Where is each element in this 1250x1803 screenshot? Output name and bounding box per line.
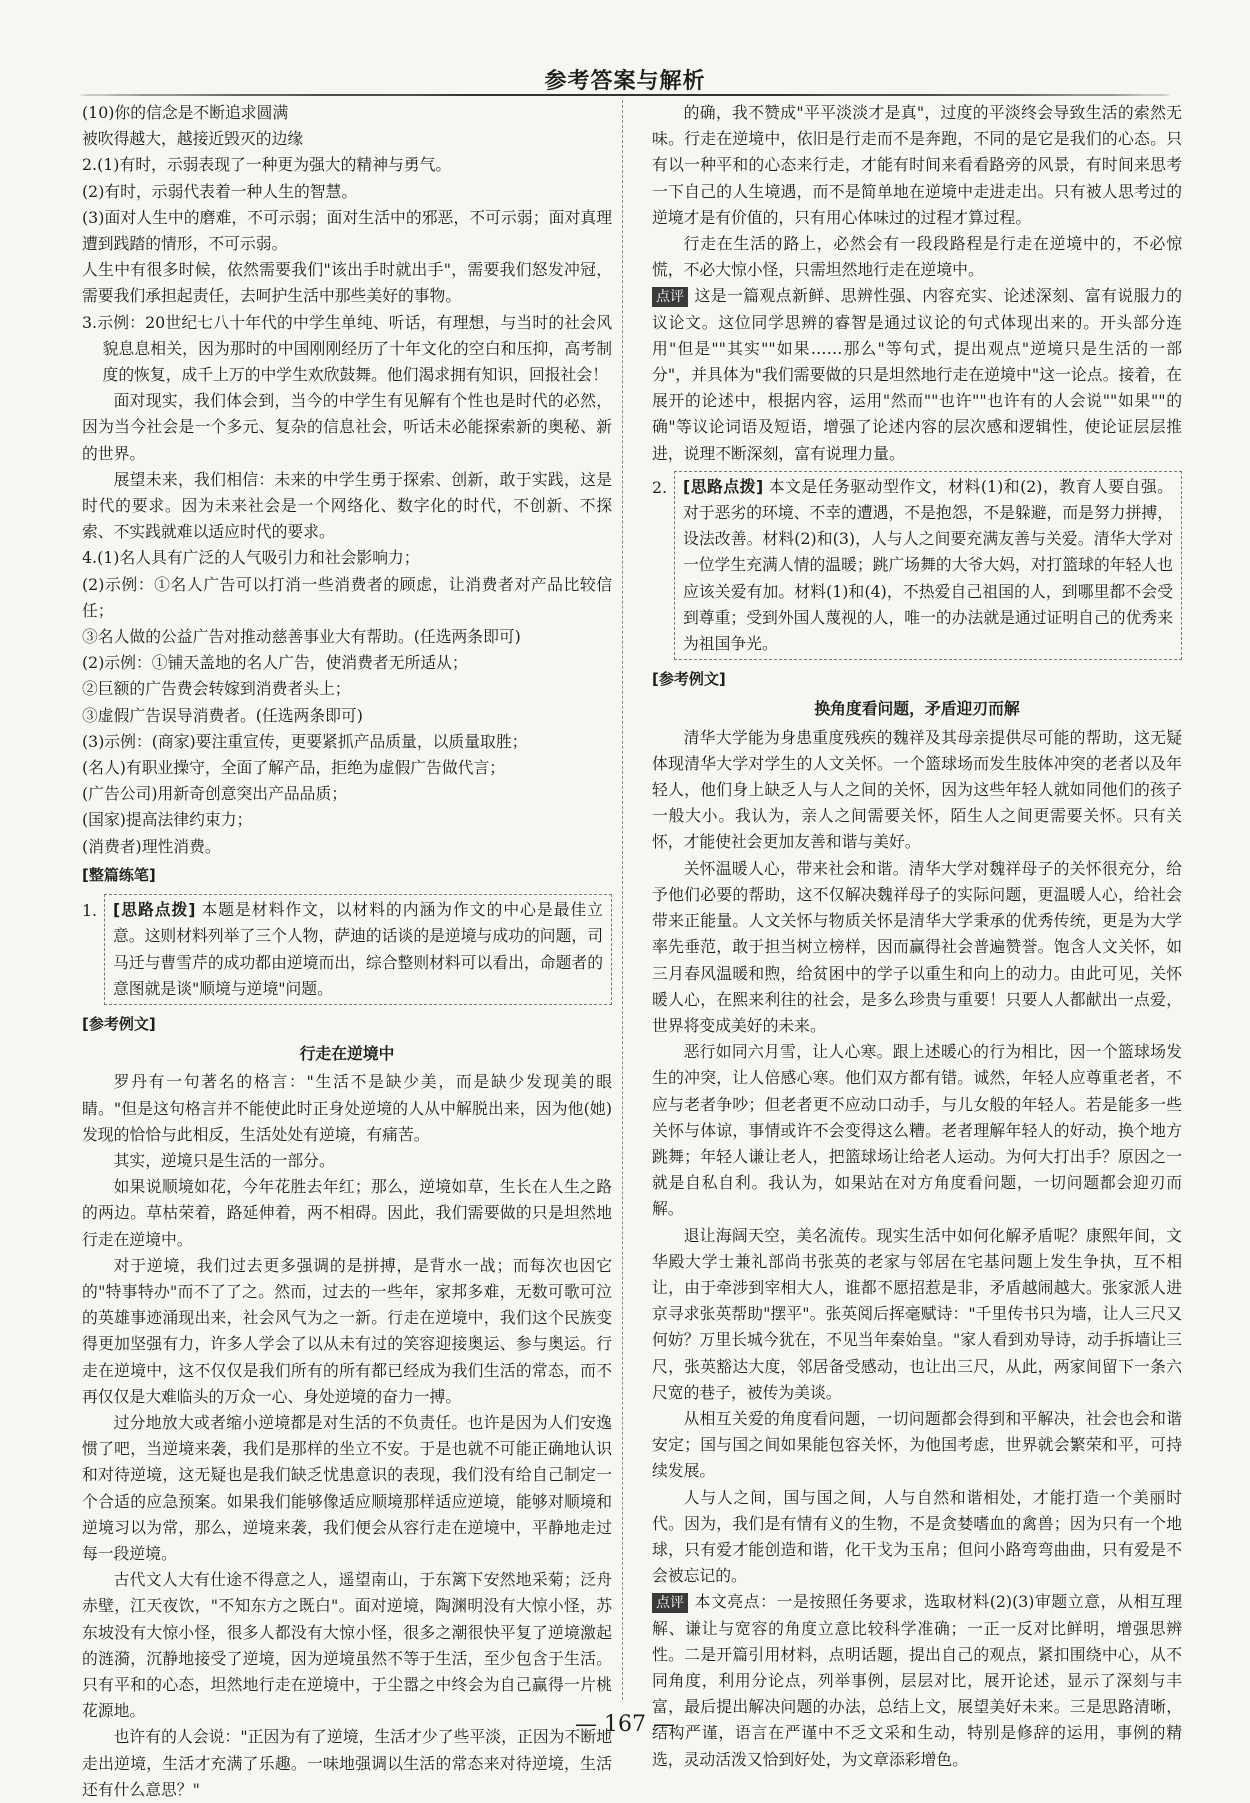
hint-box-1 xyxy=(104,894,612,1005)
answer-line: 人生中有很多时候，依然需要我们"该出手时就出手"，需要我们怒发冲冠，需要我们承担起责任，去呵护生活中那些美好的事物。 xyxy=(82,260,612,306)
answer-line: (2)有时，示弱代表着一种人生的智慧。 xyxy=(82,181,358,201)
right-column xyxy=(652,100,1182,1773)
essay-2-title: 换角度看问题，矛盾迎刃而解 xyxy=(814,699,1020,719)
hint-box-2 xyxy=(674,471,1182,660)
essay-1-body xyxy=(82,1069,612,1803)
hint-box-2-tag: [思路点拨] xyxy=(683,476,764,496)
question-1-number: 1. xyxy=(82,901,98,921)
essay-paragraph: 退让海阔天空，美名流传。现实生活中如何化解矛盾呢？康熙年间，文华殿大学士兼礼部尚书张英的老家与邻居在宅基问题上发生争执，互不相让，由于牵涉到宰相大人，谁都不愿招惹是非，矛盾越闹越大。张家派人进京寻求张英帮助"摆平"。张英阅后挥毫赋诗："千里传书只为墙，让人三尺又何妨？万里长城今犹在，不见当年秦始皇。"家人看到劝导诗，动手拆墙让三尺，张英豁达大度，邻居备受感动，也让出三尺，从此，两家间留下一条六尺宽的巷子，被传为美谈。 xyxy=(652,1225,1182,1402)
answer-line: 被吹得越大，越接近毁灭的边缘 xyxy=(82,129,304,149)
left-column xyxy=(82,100,612,1803)
answer-line: (3)面对人生中的磨难，不可示弱；面对生活中的邪恶，不可示弱；面对真理遭到践踏的情形，不可示弱。 xyxy=(82,207,612,254)
answer-line: 4.(1)名人具有广泛的人气吸引力和社会影响力； xyxy=(82,548,420,568)
question-2 xyxy=(652,471,1182,660)
answer-line: 面对现实，我们体会到，当今的中学生有见解有个性也是时代的必然，因为当今社会是一个多元、复杂的信息社会，听话未必能探索新的奥秘、新的世界。 xyxy=(82,391,612,463)
answer-line: 2.(1)有时，示弱表现了一种更为强大的精神与勇气。 xyxy=(82,155,452,175)
essay-1-continuation xyxy=(652,100,1182,283)
essay-paragraph: 古代文人大有仕途不得意之人，遥望南山，于东篱下安然地采菊；泛舟赤壁，江天夜饮，"不知东方之既白"。面对逆境，陶渊明没有大惊小怪，苏东坡没有大惊小怪，很多人都没有大惊小怪，很多之潮很快平复了逆境激起的涟漪，沉静地接受了逆境，因为逆境虽然不等于生活，至少包含于生活。只有平和的心态，坦然地行走在逆境中，于尘嚣之中终会为自己赢得一片桃花源地。 xyxy=(82,1570,612,1721)
essay-paragraph: 行走在生活的路上，必然会有一段段路程是行走在逆境中的，不必惊慌，不必大惊小怪，只需坦然地行走在逆境中。 xyxy=(652,234,1182,280)
answer-line: ③名人做的公益广告对推动慈善事业大有帮助。(任选两条即可) xyxy=(82,627,521,647)
essay-paragraph: 也许有的人会说："正因为有了逆境，生活才少了些平淡，正因为不断地走出逆境，生活才充满了乐趣。一味地强调以生活的常态来对待逆境，生活还有什么意思？" xyxy=(82,1727,612,1799)
review-2-text: 本文亮点：一是按照任务要求，选取材料(2)(3)审题立意，从相互理解、谦让与宽容的角度立意比较科学准确；一正一反对比鲜明，增强思辨性。二是开篇引用材料，点明话题，提出自己的观点，紧扣围绕中心，从不同角度，利用分论点，列举事例，层层对比，展开论述，显示了深刻与丰富，最后提出解决问题的办法，总结上文，展望美好未来。三是思路清晰，结构严谨，语言在严谨中不乏文采和生动，特别是修辞的运用，事例的精选，灵动活泼又恰到好处，为文章添彩增色。 xyxy=(652,1592,1182,1769)
answer-line: 3.示例：20世纪七八十年代的中学生单纯、听话，有理想，与当时的社会风貌息息相关，因为那时的中国刚刚经历了十年文化的空白和压抑，高考制度的恢复，成千上万的中学生欢欣鼓舞。他们渴求拥有知识，回报社会！ xyxy=(82,312,612,385)
essay-paragraph: 清华大学能为身患重度残疾的魏祥及其母亲提供尽可能的帮助，这无疑体现清华大学对学生的人文关怀。一个篮球场而发生肢体冲突的老者以及年轻人，他们身上缺乏人与人之间的关怀，因为这些年轻人就如同他们的孩子一般大小。我认为，亲人之间需要关怀，陌生人之间更需要关怀。只有关怀，才能使社会更加友善和谐与美好。 xyxy=(652,727,1182,852)
answer-line: (名人)有职业操守，全面了解产品，拒绝为虚假广告做代言； xyxy=(82,758,506,778)
hint-box-1-tag: [思路点拨] xyxy=(113,900,196,920)
essay-paragraph: 从相互关爱的角度看问题，一切问题都会得到和平解决，社会也会和谐安定；国与国之间如果能包容关怀，为他国考虑，世界就会繁荣和平，可持续发展。 xyxy=(652,1408,1182,1481)
essay-2-label: [参考例文] xyxy=(652,670,726,689)
answer-line: ③虚假广告误导消费者。(任选两条即可) xyxy=(82,705,363,725)
essay-paragraph: 过分地放大或者缩小逆境都是对生活的不负责任。也许是因为人们安逸惯了吧，当逆境来袭，我们是那样的坐立不安。于是也就不可能正确地认识和对待逆境，这无疑也是我们缺乏忧患意识的表现，我们没有给自己制定一个合适的应急预案。如果我们能够像适应顺境那样适应逆境，能够对顺境和逆境习以为常，那么，逆境来袭，我们便会从容行走在逆境中，平静地走过每一段逆境。 xyxy=(82,1412,612,1563)
essay-paragraph: 的确，我不赞成"平平淡淡才是真"，过度的平淡终会导致生活的索然无味。行走在逆境中，依旧是行走而不是奔跑，不同的是它是我们的心态。只有以一种平和的心态来行走，才能有时间来看看路旁的风景，有时间来思考一下自己的人生境遇，而不是简单地在逆境中走进走出。只有被人思考过的逆境才是有价值的，只有用心体味过的过程才算过程。 xyxy=(652,103,1182,227)
essay-paragraph: 其实，逆境只是生活的一部分。 xyxy=(113,1150,335,1170)
answer-line: (广告公司)用新奇创意突出产品品质； xyxy=(82,784,348,804)
page-header xyxy=(80,60,1170,96)
review-1-badge: 点评 xyxy=(652,287,688,307)
review-1-text: 这是一篇观点新鲜、思辨性强、内容充实、论述深刻、富有说服力的议论文。这位同学思辨的睿智是通过议论的句式体现出来的。开头部分连用"但是""其实""如果……那么"等句式，提出观点"逆境只是生活的一部分"，并具体为"我们需要做的只是坦然地行走在逆境中"这一论点。接着，在展开的论述中，根据内容，运用"然而""也许""也许有的人会说""如果""的确"等议论词语及短语，增强了论述内容的层次感和逻辑性，使论证层层推进，说理不断深刻，富有说理力量。 xyxy=(652,286,1182,463)
answer-line: (10)你的信念是不断追求圆满 xyxy=(82,103,289,122)
question-2-number: 2. xyxy=(652,477,668,497)
review-2 xyxy=(652,1589,1182,1772)
column-divider xyxy=(622,100,623,1700)
section-label: [整篇练笔] xyxy=(82,865,156,884)
review-1 xyxy=(652,283,1182,466)
answer-line: (3)示例：(商家)要注重宣传，更要紧抓产品质量，以质量取胜； xyxy=(82,731,528,751)
page-header-title: 参考答案与解析 xyxy=(544,69,706,94)
essay-paragraph: 对于逆境，我们过去更多强调的是拼搏，是背水一战；而每次也因它的"特事特办"而不了了之。然而，过去的一些年，家邦多难，无数可歌可泣的英雄事迹涌现出来，社会风气为之一新。行走在逆境中，我们这个民族变得更加坚强有力，许多人学会了以从未有过的笑容迎接奥运、参与奥运。行走在逆境中，这不仅仅是我们所有的所有都已经成为我们生活的常态，而不再仅仅是大难临头的万众一心、身处逆境的奋力一搏。 xyxy=(82,1255,612,1406)
header-rule xyxy=(80,94,1170,96)
essay-paragraph: 罗丹有一句著名的格言："生活不是缺少美，而是缺少发现美的眼睛。"但是这句格言并不能使此时正身处逆境的人从中解脱出来，因为他(她)发现的恰恰与此相反，生活处处有逆境，有痛苦。 xyxy=(82,1072,612,1144)
essay-1-label: [参考例文] xyxy=(82,1014,156,1033)
hint-box-1-text: 本题是材料作文，以材料的内涵为作文的中心是最佳立意。这则材料列举了三个人物，萨迪的话谈的是逆境与成功的问题，司马迁与曹雪芹的成功都由逆境而出，综合整则材料可以看出，命题者的意图就是谈"顺境与逆境"问题。 xyxy=(113,900,603,998)
essay-paragraph: 人与人之间，国与国之间，人与自然和谐相处，才能打造一个美丽时代。因为，我们是有情有义的生物，不是贪婪嗜血的禽兽；因为只有一个地球，只有爱才能创造和谐，化干戈为玉帛；但问小路弯弯曲曲，只有爱是不会被忘记的。 xyxy=(652,1487,1182,1586)
answer-line: (国家)提高法律约束力； xyxy=(82,810,253,830)
essay-1-title: 行走在逆境中 xyxy=(299,1044,395,1064)
essay-paragraph: 恶行如同六月雪，让人心寒。跟上述暖心的行为相比，因一个篮球场发生的冲突，让人倍感心寒。他们双方都有错。诚然，年轻人应尊重老者，不应与老者争吵；但老者更不应动口动手，与儿女般的年轻人。若是能多一些关怀与体谅，事情或许不会变得这么糟。老者理解年轻人的好动，换个地方跳舞；年轻人谦让老人，把篮球场让给老人运动。为何大打出手？原因之一就是自私自利。我认为，如果站在对方角度看问题，一切问题都会迎刃而解。 xyxy=(652,1042,1182,1219)
answer-line: (消费者)理性消费。 xyxy=(82,836,221,856)
essay-2-body xyxy=(652,725,1182,1590)
hint-box-2-text: 本文是任务驱动型作文，材料(1)和(2)，教育人要自强。对于恶劣的环境、不幸的遭遇，不是抱怨，不是躲避，而是努力拼搏，设法改善。材料(2)和(3)，人与人之间要充满友善与关爱。清华大学对一位学生充满人情的温暖；跳广场舞的大爷大妈，对打篮球的年轻人也应该关爱有加。材料(1)和(4)，不热爱自己祖国的人，到哪里都不会受到尊重；受到外国人蔑视的人，唯一的办法就是通过证明自己的优秀来为祖国争光。 xyxy=(683,476,1173,654)
essay-paragraph: 关怀温暖人心，带来社会和谐。清华大学对魏祥母子的关怀很充分，给予他们必要的帮助，这不仅解决魏祥母子的实际问题，更温暖人心，给社会带来正能量。人文关怀与物质关怀是清华大学秉承的优秀传统，更是为大学率先垂范，敢于担当树立榜样，因而赢得社会普遍赞誉。饱含人文关怀，如三月春风温暖和煦，给贫困中的学子以重生和向上的动力。由此可见，关怀暖人心，在熙来利往的社会，是多么珍贵与重要！只要人人都献出一点爱，世界将变成美好的未来。 xyxy=(652,858,1182,1035)
essay-paragraph: 如果说顺境如花，今年花胜去年红；那么，逆境如草，生长在人生之路的两边。草枯荣着，路延伸着，两不相碍。因此，我们需要做的只是坦然地行走在逆境中。 xyxy=(82,1177,612,1249)
question-1 xyxy=(82,894,612,1005)
answer-line: 展望未来，我们相信：未来的中学生勇于探索、创新，敢于实践，这是时代的要求。因为未来社会是一个网络化、数字化的时代，不创新、不探索、不实践就难以适应时代的要求。 xyxy=(82,469,612,542)
review-2-badge: 点评 xyxy=(652,1593,688,1613)
answer-line: (2)示例：①铺天盖地的名人广告，使消费者无所适从； xyxy=(82,653,468,673)
answer-list xyxy=(82,100,612,860)
answer-line: (2)示例：①名人广告可以打消一些消费者的顾虑，让消费者对产品比较信任； xyxy=(82,574,612,620)
answer-line: ②巨额的广告费会转嫁到消费者头上； xyxy=(82,679,351,699)
page-number: — 167 — xyxy=(575,1712,675,1737)
